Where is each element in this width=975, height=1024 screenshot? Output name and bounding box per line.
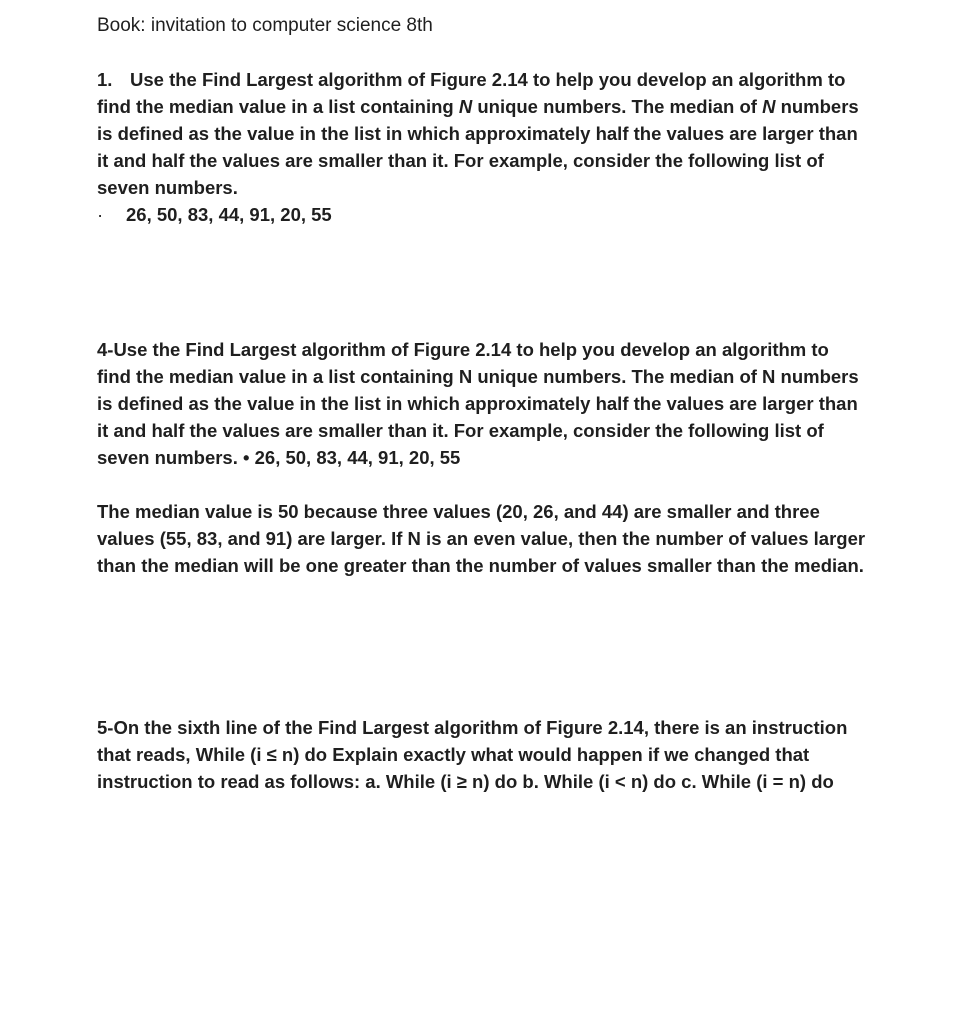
question-1-text-mid: unique numbers. The median of [472,96,763,117]
question-1-text-end: numbers is defined as the value in the list in which approximately half the values are larger than it and half the values are smaller than it. For example, consider the following list of seven numbers. [97,96,859,198]
list-bullet: · [97,204,104,225]
question-1-number: 1. [97,69,113,90]
question-1-n-italic-2: N [762,96,776,117]
question-5: 5-On the sixth line of the Find Largest algorithm of Figure 2.14, there is an instruction that reads, While (i ≤ n) do Explain exactly what would happen if we changed that instruction to read as follows: a. While (i ≥ n) do b. While (i < n) do c. While (i = n) do [97,717,848,792]
question-1-number-list [97,201,332,228]
question-4-explanation: The median value is 50 because three values (20, 26, and 44) are smaller and three values (55, 83, and 91) are larger. If N is an even value, then the number of values larger than the median will be one greater than the number of values smaller than the median. [97,501,866,576]
question-1 [97,66,867,201]
question-1-text-start: Use the Find Largest algorithm of Figure 2.14 to help you develop an algorithm to find the median value in a list containing [97,69,846,117]
list-values: 26, 50, 83, 44, 91, 20, 55 [126,204,332,225]
question-4: 4-Use the Find Largest algorithm of Figure 2.14 to help you develop an algorithm to find the median value in a list containing N unique numbers. The median of N numbers is defined as the value in the list in which approximately half the values are larger than it and half the values are smaller than it. For example, consider the following list of seven numbers. • 26, 50, 83, 44, 91, 20, 55 [97,339,859,468]
book-title: Book: invitation to computer science 8th [97,15,433,36]
question-1-n-italic: N [458,96,473,117]
